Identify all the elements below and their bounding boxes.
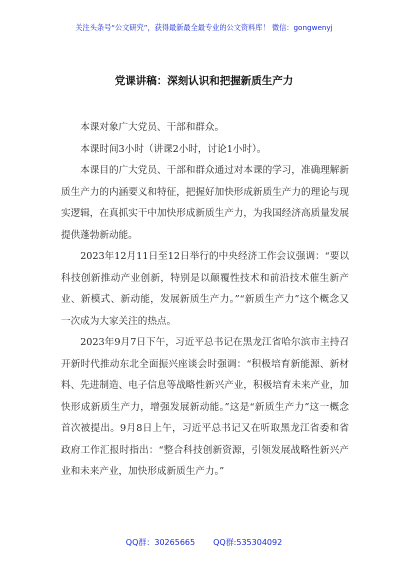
document-title: 党课讲稿：深刻认识和把握新质生产力 xyxy=(114,75,294,87)
paragraph-duration: 本课时间3小时（讲课2小时，讨论1小时）。 xyxy=(80,143,267,155)
footer-contacts xyxy=(0,537,408,548)
paragraph-economic-conference: 2023年12月11日至12日举行的中央经济工作会议强调：“要以科技创新推动产业创新，特别是以颠覆性技术和前沿技术催生新产业、新模式、新动能，发展新质生产力。”“新质生产力”这个概念又一次成为大家关注的热点。 xyxy=(61,251,349,327)
paragraph-audience: 本课对象广大党员、干部和群众。 xyxy=(80,122,225,133)
paragraph-purpose: 本课目的广大党员、干部和群众通过对本课的学习，准确理解新质生产力的内涵要义和特征，把握好加快形成新质生产力的理论与现实逻辑，在真抓实干中加快形成新质生产力，为我国经济高质量发展提供蓬勃新动能。 xyxy=(61,165,349,241)
footer-qq-group-2: QQ群:535304092 xyxy=(213,538,283,547)
header-note: 关注头条号“公文研究”，获得最新最全最专业的公文资料库！ 微信：gongwenyj xyxy=(75,23,333,32)
paragraph-harbin-symposium: 2023年9月7日下午，习近平总书记在黑龙江省哈尔滨市主持召开新时代推动东北全面振兴座谈会时强调：“积极培育新能源、新材料、先进制造、电子信息等战略性新兴产业，积极培育未来产业，加快形成新质生产力，增强发展新动能。”这是“新质生产力”这一概念首次被提出。9月8日上午，习近平总书记又在听取黑龙江省委和省政府工作汇报时指出：“整合科技创新资源，引领发展战略性新兴产业和未来产业，加快形成新质生产力。” xyxy=(61,337,349,477)
footer-qq-group-1: QQ群：30265665 xyxy=(125,538,196,547)
document-body xyxy=(61,117,349,483)
